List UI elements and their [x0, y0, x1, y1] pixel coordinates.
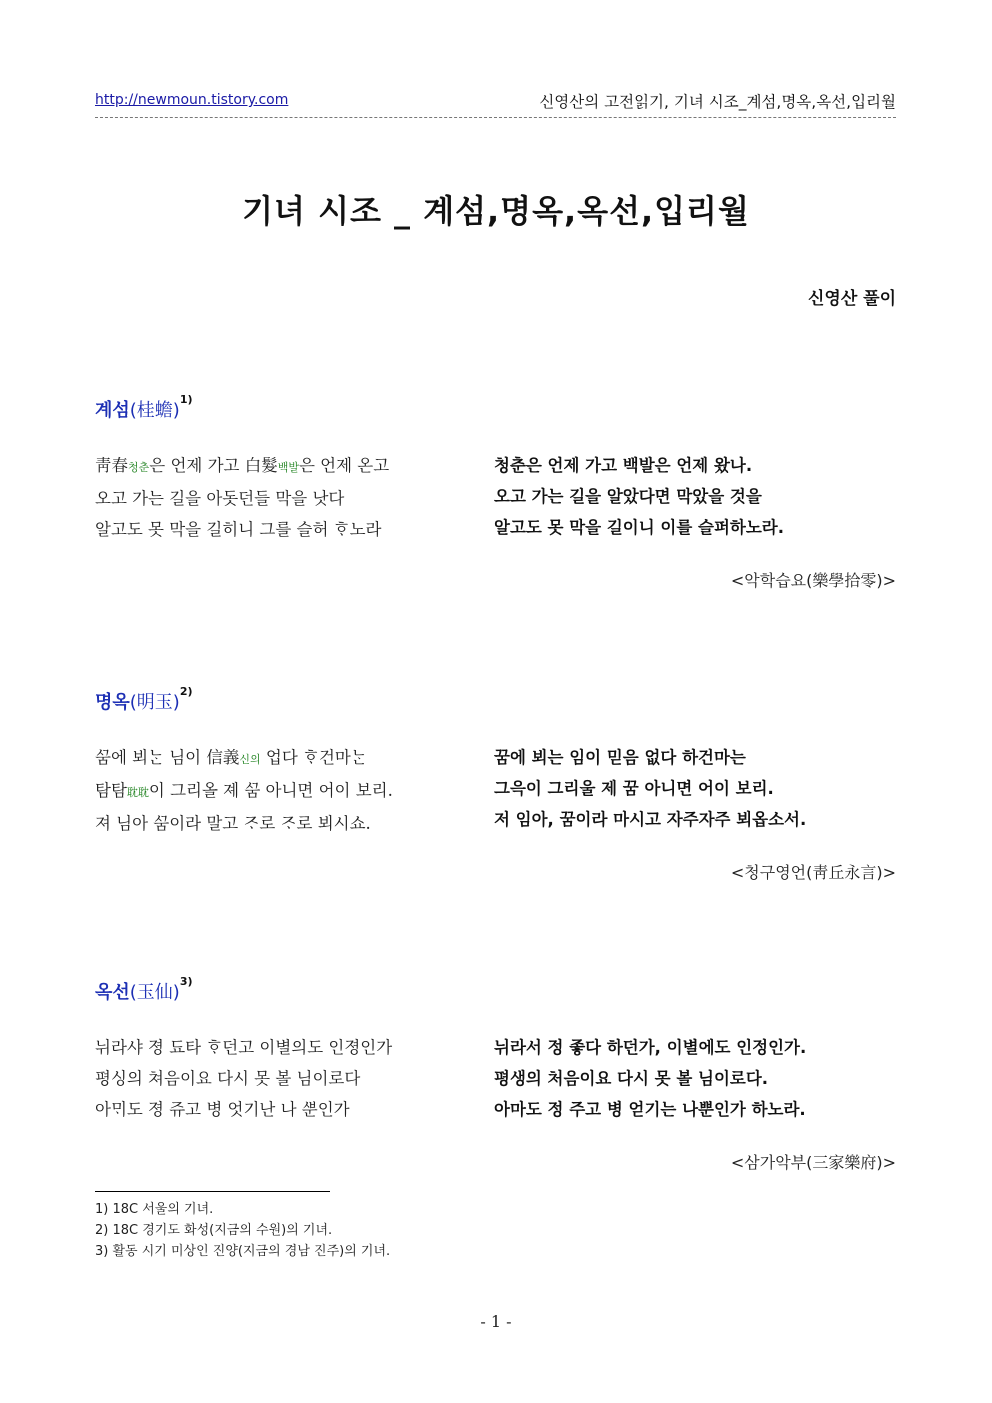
original-verse	[95, 1032, 392, 1125]
footnote-item: 1) 18C 서울의 기녀.	[95, 1202, 214, 1217]
original-verse	[95, 742, 393, 839]
translation-line: 그윽이 그리울 제 꿈 아니면 어이 보리.	[494, 779, 774, 798]
footnote-mark[interactable]: 3)	[179, 975, 193, 988]
poet-hanja: (明玉)	[129, 692, 180, 713]
blog-url-link[interactable]: http://newmoun.tistory.com	[95, 92, 289, 108]
footnotes	[95, 1199, 390, 1262]
verse-line	[95, 742, 393, 775]
translation-line: 청춘은 언제 가고 백발은 언제 왔나.	[494, 456, 753, 475]
verse-text: ᄭᅮᆷ에 뵈ᄂᆞᆫ 님이 信義	[95, 748, 240, 767]
section-heading	[95, 975, 193, 1004]
verse-line	[95, 1094, 392, 1125]
section-heading	[95, 393, 193, 422]
translation-line: 아마도 정 주고 병 얻기는 나뿐인가 하노라.	[494, 1100, 806, 1119]
footnote-mark[interactable]: 1)	[179, 393, 193, 406]
poet-hanja: (玉仙)	[129, 982, 180, 1003]
verse-text: 이 그리올 졔 ᄭᅮᆷ 아니면 어이 보리.	[148, 781, 393, 800]
verse-text: 은 언제 가고 白髮	[149, 456, 278, 475]
header-divider	[95, 117, 896, 118]
section-heading	[95, 685, 193, 714]
page-title: 기녀 시조 _ 계섬,명옥,옥선,입리월	[242, 192, 750, 230]
source-citation: <삼가악부(三家樂府)>	[730, 1153, 896, 1172]
source-citation: <청구영언(靑丘永言)>	[730, 863, 896, 882]
footnote-mark[interactable]: 2)	[179, 685, 193, 698]
page-number: - 1 -	[480, 1312, 512, 1331]
verse-text: 靑春	[95, 456, 128, 475]
verse-line	[95, 1032, 392, 1063]
original-verse	[95, 450, 389, 545]
verse-line	[95, 775, 393, 808]
translation-line: 알고도 못 막을 길이니 이를 슬퍼하노라.	[494, 518, 785, 537]
verse-text: 알고도 못 막을 길히니 그를 슬허 ᄒᆞ노라	[95, 520, 382, 539]
reading-gloss: 백발	[277, 461, 299, 474]
verse-text: 져 님아 ᄭᅮᆷ이라 말고 ᄌᆞ로 ᄌᆞ로 뵈시쇼.	[95, 814, 371, 833]
reading-gloss: 耽耽	[126, 786, 149, 799]
verse-text: 아ᄆᆡ도 졍 쥬고 병 엇기난 나 ᄲᅮᆫ인가	[95, 1100, 350, 1119]
modern-translation	[494, 1032, 806, 1125]
verse-text: 평싱의 쳐음이요 다시 못 볼 님이로다	[95, 1069, 361, 1088]
modern-translation	[494, 450, 784, 543]
footnote-item: 3) 활동 시기 미상인 진양(지금의 경남 진주)의 기녀.	[95, 1244, 391, 1259]
translation-line: 뉘라서 정 좋다 하던가, 이별에도 인정인가.	[494, 1038, 807, 1057]
verse-line	[95, 450, 389, 483]
poet-name: 계섬	[95, 400, 130, 421]
header-doc-title: 신영산의 고전읽기, 기녀 시조_계섬,명옥,옥선,입리월	[539, 93, 896, 111]
translation-line: 오고 가는 길을 알았다면 막았을 것을	[494, 487, 762, 506]
footnote-item: 2) 18C 경기도 화성(지금의 수원)의 기녀.	[95, 1223, 333, 1238]
footnote-divider	[95, 1191, 330, 1192]
page-header	[95, 90, 896, 114]
verse-line	[95, 1063, 392, 1094]
verse-line	[95, 808, 393, 839]
verse-text: 뉘라샤 졍 됴타 ᄒᆞ던고 이별의도 인졍인가	[95, 1038, 393, 1057]
verse-text: 탐탐	[95, 781, 127, 800]
translation-line: 꿈에 뵈는 임이 믿음 없다 하건마는	[494, 748, 746, 767]
reading-gloss: 신의	[239, 753, 261, 766]
poet-name: 옥선	[95, 982, 130, 1003]
verse-text: 오고 가는 길을 아돗던들 막을 낫다	[95, 489, 345, 508]
reading-gloss: 청춘	[128, 461, 150, 474]
translation-line: 평생의 처음이요 다시 못 볼 님이로다.	[494, 1069, 769, 1088]
modern-translation	[494, 742, 806, 835]
verse-line	[95, 483, 389, 514]
source-citation: <악학습요(樂學拾零)>	[730, 571, 896, 590]
verse-text: 은 언제 온고	[298, 456, 390, 475]
poet-name: 명옥	[95, 692, 130, 713]
verse-text: 업다 ᄒᆞ건마ᄂᆞᆫ	[260, 748, 367, 767]
author-credit: 신영산 풀이	[807, 289, 896, 309]
translation-line: 저 임아, 꿈이라 마시고 자주자주 뵈옵소서.	[494, 810, 807, 829]
verse-line	[95, 514, 389, 545]
poet-hanja: (桂蟾)	[129, 400, 180, 421]
